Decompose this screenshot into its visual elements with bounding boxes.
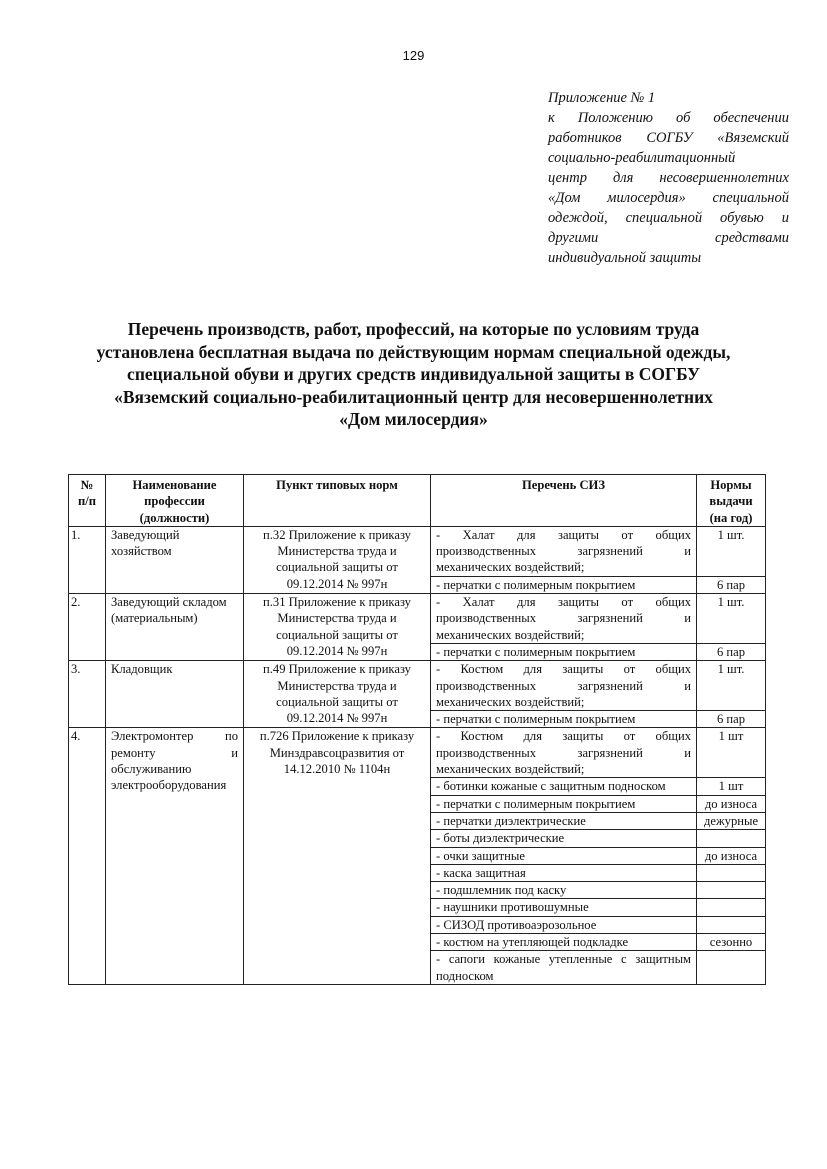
row-siz-item: - наушники противошумные (431, 899, 697, 916)
table-row (69, 594, 766, 644)
row-norm: до износа (697, 795, 766, 812)
row-norm (697, 951, 766, 985)
appendix-block (548, 88, 789, 268)
appendix-line: центр для несовершеннолетних (548, 170, 789, 186)
row-siz-item: - костюм на утепляющей подкладке (431, 934, 697, 951)
row-norm: дежурные (697, 812, 766, 829)
row-profession: Заведующий хозяйством (106, 526, 244, 593)
appendix-line: индивидуальной защиты (548, 250, 702, 266)
appendix-line: к Положению об обеспечении (548, 110, 789, 126)
row-profession: Заведующий складом (материальным) (106, 594, 244, 661)
row-norm: 1 шт (697, 728, 766, 778)
document-title (60, 318, 767, 431)
row-siz-item: - перчатки диэлектрические (431, 812, 697, 829)
row-norm (697, 882, 766, 899)
row-siz-item: - Костюм для защиты от общих производственных загрязнений и механических воздействий; (431, 661, 697, 711)
row-norm (697, 830, 766, 847)
row-siz-item: - Костюм для защиты от общих производственных загрязнений и механических воздействий; (431, 728, 697, 778)
row-norm: 6 пар (697, 643, 766, 660)
row-norm: 1 шт (697, 778, 766, 795)
title-line: «Дом милосердия» (339, 409, 488, 429)
row-number: 4. (69, 728, 106, 984)
row-siz-item: - сапоги кожаные утепленные с защитным подноском (431, 951, 697, 985)
row-norm: 6 пар (697, 711, 766, 728)
row-siz-item: - перчатки с полимерным покрытием (431, 576, 697, 593)
title-line: установлена бесплатная выдача по действующим нормам специальной одежды, (96, 341, 731, 362)
row-norm (697, 899, 766, 916)
row-norm: сезонно (697, 934, 766, 951)
title-line: «Вяземский социально-реабилитационный центр для несовершеннолетних (114, 386, 713, 407)
appendix-line: Приложение № 1 (548, 90, 656, 106)
row-number: 1. (69, 526, 106, 593)
page-number: 129 (402, 48, 425, 63)
row-number: 2. (69, 594, 106, 661)
header-num: № п/п (69, 475, 106, 527)
table-row (69, 728, 766, 778)
row-siz-item: - очки защитные (431, 847, 697, 864)
row-norm: 1 шт. (697, 526, 766, 576)
row-clause: п.31 Приложение к приказу Министерства труда и социальной защиты от 09.12.2014 № 997н (244, 594, 431, 661)
row-clause: п.726 Приложение к приказу Минздравсоцразвития от 14.12.2010 № 1104н (244, 728, 431, 984)
row-norm: 1 шт. (697, 661, 766, 711)
table-row (69, 526, 766, 576)
table-row (69, 661, 766, 711)
row-norm: до износа (697, 847, 766, 864)
appendix-line: социально-реабилитационный (548, 150, 736, 166)
row-profession: Кладовщик (106, 661, 244, 728)
row-norm (697, 864, 766, 881)
appendix-line: «Дом милосердия» специальной (548, 190, 789, 206)
table-header-row (69, 475, 766, 527)
row-siz-item: - боты диэлектрические (431, 830, 697, 847)
siz-table (68, 474, 766, 985)
header-norm: Нормы выдачи (на год) (697, 475, 766, 527)
row-clause: п.49 Приложение к приказу Министерства труда и социальной защиты от 09.12.2014 № 997н (244, 661, 431, 728)
appendix-line: другими средствами (548, 230, 789, 246)
title-line: специальной обуви и других средств индивидуальной защиты в СОГБУ (127, 364, 700, 384)
row-profession: Электромонтер по ремонту и обслуживанию электрооборудования (106, 728, 244, 984)
row-norm: 1 шт. (697, 594, 766, 644)
row-number: 3. (69, 661, 106, 728)
header-clause: Пункт типовых норм (244, 475, 431, 527)
row-clause: п.32 Приложение к приказу Министерства труда и социальной защиты от 09.12.2014 № 997н (244, 526, 431, 593)
title-line: Перечень производств, работ, профессий, на которые по условиям труда (127, 319, 700, 339)
row-siz-item: - СИЗОД противоаэрозольное (431, 916, 697, 933)
row-siz-item: - перчатки с полимерным покрытием (431, 643, 697, 660)
row-siz-item: - перчатки с полимерным покрытием (431, 711, 697, 728)
appendix-line: одеждой, специальной обувью и (548, 210, 789, 226)
header-siz: Перечень СИЗ (431, 475, 697, 527)
row-norm (697, 916, 766, 933)
row-siz-item: - каска защитная (431, 864, 697, 881)
row-siz-item: - Халат для защиты от общих производственных загрязнений и механических воздействий; (431, 594, 697, 644)
appendix-line: работников СОГБУ «Вяземский (548, 130, 789, 146)
row-norm: 6 пар (697, 576, 766, 593)
row-siz-item: - подшлемник под каску (431, 882, 697, 899)
row-siz-item: - перчатки с полимерным покрытием (431, 795, 697, 812)
row-siz-item: - ботинки кожаные с защитным подноском (431, 778, 697, 795)
row-siz-item: - Халат для защиты от общих производственных загрязнений и механических воздействий; (431, 526, 697, 576)
header-profession: Наименование профессии (должности) (106, 475, 244, 527)
